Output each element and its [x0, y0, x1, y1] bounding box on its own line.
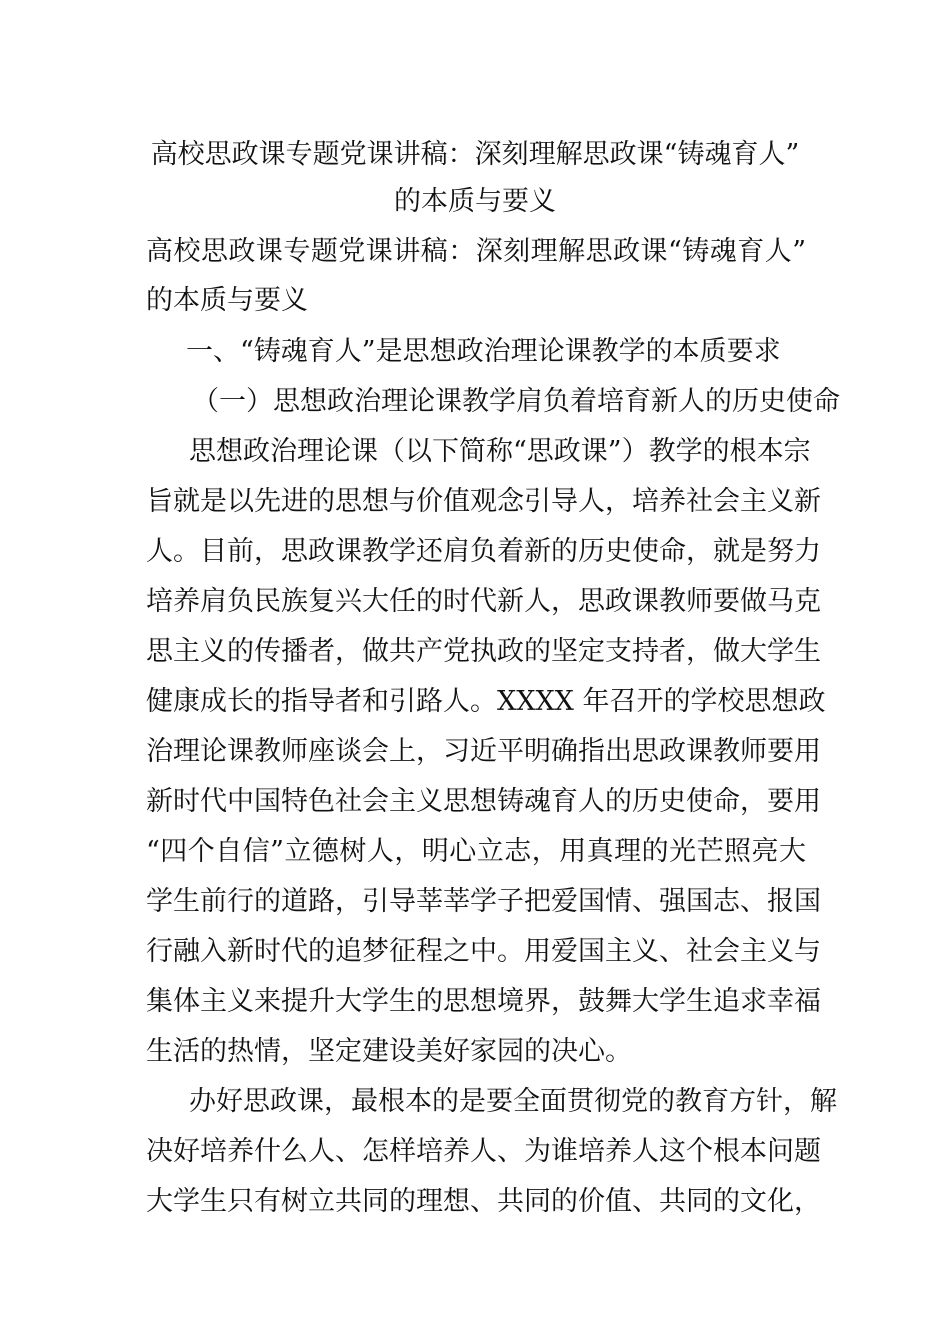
paragraph-1-line-10: 学生前行的道路，引导莘莘学子把爱国情、强国志、报国	[146, 886, 821, 917]
repeated-title-line-2: 的本质与要义	[146, 285, 308, 316]
repeated-title-line-1: 高校思政课专题党课讲稿：深刻理解思政课“铸魂育人”	[146, 236, 806, 267]
paragraph-1-line-5: 思主义的传播者，做共产党执政的坚定支持者，做大学生	[146, 636, 821, 667]
document-title-line-1: 高校思政课专题党课讲稿：深刻理解思政课“铸魂育人”	[150, 139, 800, 170]
subsection-heading-1: （一）思想政治理论课教学肩负着培育新人的历史使命	[192, 386, 840, 417]
paragraph-1-line-3: 人。目前，思政课教学还肩负着新的历史使命，就是努力	[146, 536, 821, 567]
paragraph-1-line-7: 治理论课教师座谈会上，习近平明确指出思政课教师要用	[146, 736, 821, 767]
paragraph-2-line-2: 决好培养什么人、怎样培养人、为谁培养人这个根本问题	[146, 1136, 821, 1167]
paragraph-2-line-3: 大学生只有树立共同的理想、共同的价值、共同的文化，	[146, 1186, 821, 1217]
paragraph-1-line-4: 培养肩负民族复兴大任的时代新人，思政课教师要做马克	[146, 586, 821, 617]
paragraph-1-line-11: 行融入新时代的追梦征程之中。用爱国主义、社会主义与	[146, 936, 821, 967]
paragraph-1-line-1: 思想政治理论课（以下简称“思政课”）教学的根本宗	[189, 436, 811, 467]
paragraph-1-line-12: 集体主义来提升大学生的思想境界，鼓舞大学生追求幸福	[146, 986, 821, 1017]
document-title-line-2: 的本质与要义	[394, 186, 556, 217]
paragraph-1-line-2: 旨就是以先进的思想与价值观念引导人，培养社会主义新	[146, 486, 821, 517]
paragraph-1-line-6: 健康成长的指导者和引路人。XXXX 年召开的学校思想政	[146, 686, 826, 717]
paragraph-1-line-13: 生活的热情，坚定建设美好家园的决心。	[146, 1036, 632, 1067]
paragraph-2-line-1: 办好思政课，最根本的是要全面贯彻党的教育方针，解	[189, 1086, 837, 1117]
paragraph-1-line-9: “四个自信”立德树人，明心立志，用真理的光芒照亮大	[146, 836, 806, 867]
section-heading-1: 一、“铸魂育人”是思想政治理论课教学的本质要求	[186, 336, 781, 367]
paragraph-1-line-8: 新时代中国特色社会主义思想铸魂育人的历史使命，要用	[146, 786, 821, 817]
